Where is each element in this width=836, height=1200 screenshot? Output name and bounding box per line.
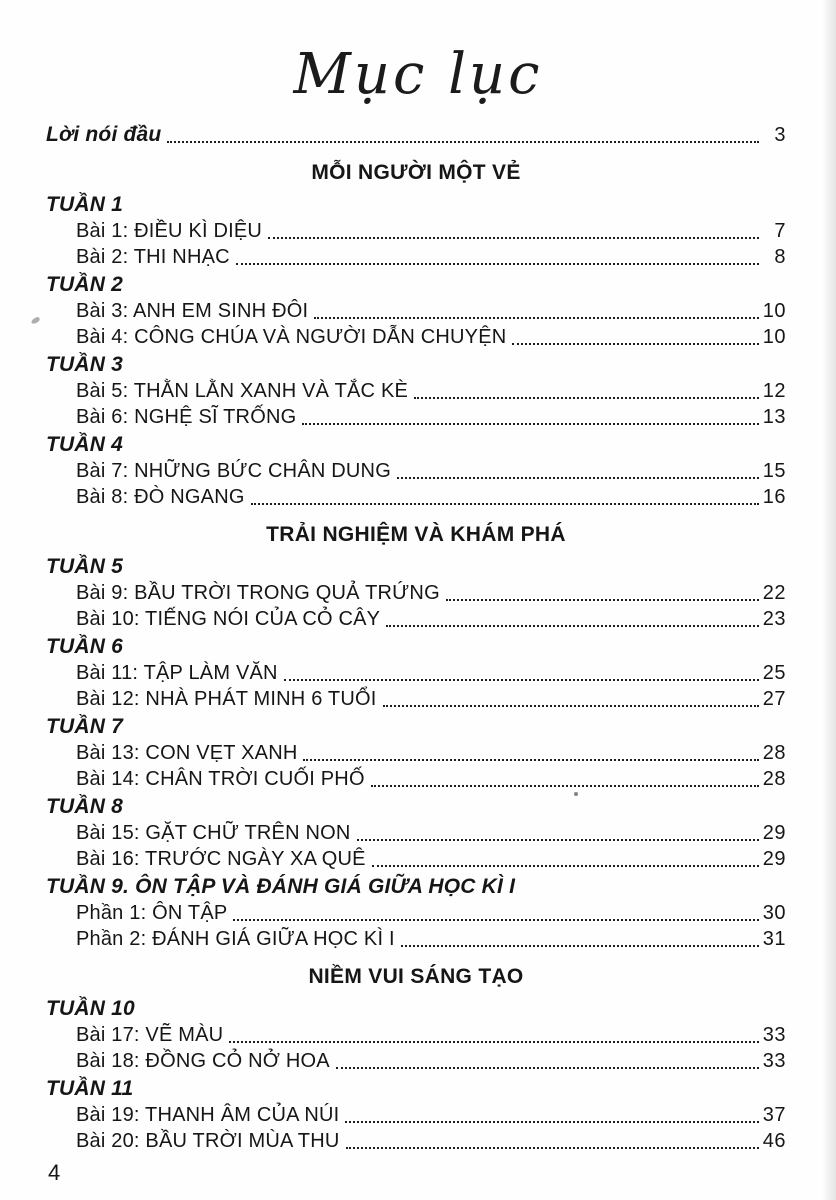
toc-entry-label: Bài 1: ĐIỀU KÌ DIỆU: [76, 220, 263, 242]
toc-entry: [46, 606, 786, 632]
section-header: TRẢI NGHIỆM VÀ KHÁM PHÁ: [266, 523, 566, 546]
toc-entry-label: Phần 1: ÔN TẬP: [76, 902, 228, 924]
dotted-leader: [401, 945, 759, 947]
toc-entry-label: Bài 4: CÔNG CHÚA VÀ NGƯỜI DẪN CHUYỆN: [76, 326, 507, 348]
dotted-leader: [251, 503, 759, 505]
toc-entry: [46, 740, 786, 766]
dotted-leader: [414, 397, 759, 399]
dotted-leader: [233, 919, 759, 921]
toc-entry-page-number: 8: [774, 246, 786, 268]
dotted-leader: [357, 839, 759, 841]
toc-entry: [46, 766, 786, 792]
dotted-leader: [302, 423, 759, 425]
dotted-leader: [383, 705, 760, 707]
toc-list: [46, 122, 786, 1154]
toc-entry-page-number: 33: [762, 1024, 786, 1046]
week-header: TUẦN 7: [46, 715, 124, 738]
footer-page-number: 4: [48, 1160, 61, 1185]
page-title: Mục lục: [293, 42, 543, 107]
toc-entry-page-number: 29: [762, 848, 786, 870]
toc-entry-label: Bài 14: CHÂN TRỜI CUỐI PHỐ: [76, 768, 365, 790]
toc-entry-label: Bài 15: GẶT CHỮ TRÊN NON: [76, 822, 351, 844]
toc-entry-page-number: 7: [774, 220, 786, 242]
dotted-leader: [229, 1041, 759, 1043]
toc-entry: [46, 926, 786, 952]
toc-entry: [46, 324, 786, 350]
toc-entry-page-number: 22: [762, 582, 786, 604]
dotted-leader: [236, 263, 759, 265]
toc-entry-page-number: 3: [774, 124, 786, 146]
dotted-leader: [397, 477, 759, 479]
toc-entry-label: Bài 16: TRƯỚC NGÀY XA QUÊ: [76, 848, 366, 870]
toc-entry-page-number: 28: [762, 768, 786, 790]
toc-entry-page-number: 33: [762, 1050, 786, 1072]
toc-entry-label: Bài 13: CON VẸT XANH: [76, 742, 298, 764]
toc-entry-page-number: 29: [762, 822, 786, 844]
toc-entry: [46, 686, 786, 712]
toc-entry-label: Bài 17: VẼ MÀU: [76, 1024, 224, 1046]
toc-entry-label: Bài 8: ĐÒ NGANG: [76, 486, 245, 508]
toc-entry-page-number: 13: [762, 406, 786, 428]
toc-entry-page-number: 30: [762, 902, 786, 924]
section-header: NIỀM VUI SÁNG TẠO: [308, 965, 524, 988]
dotted-leader: [336, 1067, 759, 1069]
toc-entry-page-number: 23: [762, 608, 786, 630]
dotted-leader: [167, 141, 759, 143]
toc-entry-label: Bài 5: THẰN LẰN XANH VÀ TẮC KÈ: [76, 380, 409, 402]
toc-entry: [46, 404, 786, 430]
toc-entry-label: Bài 20: BẦU TRỜI MÙA THU: [76, 1130, 340, 1152]
toc-entry-label: Bài 11: TẬP LÀM VĂN: [76, 662, 278, 684]
toc-entry: [46, 298, 786, 324]
week-header: TUẦN 9. ÔN TẬP VÀ ĐÁNH GIÁ GIỮA HỌC KÌ I: [46, 875, 516, 898]
toc-entry: [46, 580, 786, 606]
toc-entry-page-number: 16: [762, 486, 786, 508]
toc-entry: [46, 244, 786, 270]
week-header: TUẦN 11: [46, 1077, 134, 1100]
toc-entry: [46, 218, 786, 244]
toc-entry-page-number: 31: [762, 928, 786, 950]
toc-entry-page-number: 12: [762, 380, 786, 402]
dotted-leader: [268, 237, 759, 239]
toc-entry-page-number: 46: [762, 1130, 786, 1152]
toc-entry-page-number: 25: [762, 662, 786, 684]
toc-entry: [46, 458, 786, 484]
dotted-leader: [512, 343, 759, 345]
dotted-leader: [371, 785, 759, 787]
toc-entry: [46, 1048, 786, 1074]
week-header: TUẦN 2: [46, 273, 124, 296]
toc-entry-page-number: 15: [762, 460, 786, 482]
toc-entry-label: Bài 3: ANH EM SINH ĐÔI: [76, 300, 309, 322]
toc-entry-frontmatter: [46, 122, 786, 148]
dotted-leader: [386, 625, 759, 627]
toc-entry: [46, 900, 786, 926]
toc-entry-page-number: 28: [762, 742, 786, 764]
toc-entry-label: Bài 12: NHÀ PHÁT MINH 6 TUỔI: [76, 688, 377, 710]
toc-entry-label: Bài 19: THANH ÂM CỦA NÚI: [76, 1104, 340, 1126]
dotted-leader: [314, 317, 759, 319]
dotted-leader: [345, 1121, 759, 1123]
toc-entry: [46, 1022, 786, 1048]
dotted-leader: [372, 865, 759, 867]
toc-entry-label: Bài 10: TIẾNG NÓI CỦA CỎ CÂY: [76, 608, 381, 630]
dotted-leader: [284, 679, 759, 681]
scan-artifact-mark: [30, 316, 40, 325]
toc-entry-label: Bài 18: ĐỒNG CỎ NỞ HOA: [76, 1050, 330, 1072]
toc-entry: [46, 378, 786, 404]
scan-artifact-dot: [574, 792, 578, 796]
dotted-leader: [446, 599, 759, 601]
toc-entry-page-number: 27: [762, 688, 786, 710]
week-header: TUẦN 10: [46, 997, 135, 1020]
week-header: TUẦN 6: [46, 635, 124, 658]
week-header: TUẦN 3: [46, 353, 124, 376]
dotted-leader: [303, 759, 759, 761]
toc-entry-label: Lời nói đầu: [46, 123, 162, 146]
toc-entry-label: Bài 7: NHỮNG BỨC CHÂN DUNG: [76, 460, 391, 482]
toc-entry: [46, 660, 786, 686]
week-header: TUẦN 8: [46, 795, 124, 818]
dotted-leader: [346, 1147, 759, 1149]
week-header: TUẦN 5: [46, 555, 124, 578]
toc-entry: [46, 484, 786, 510]
scan-edge-shadow: [822, 0, 836, 1200]
toc-entry-label: Phần 2: ĐÁNH GIÁ GIỮA HỌC KÌ I: [76, 928, 395, 950]
toc-entry-label: Bài 2: THI NHẠC: [76, 246, 230, 268]
toc-entry: [46, 846, 786, 872]
toc-entry-page-number: 37: [762, 1104, 786, 1126]
toc-entry-page-number: 10: [762, 326, 786, 348]
toc-entry-page-number: 10: [762, 300, 786, 322]
toc-entry-label: Bài 9: BẦU TRỜI TRONG QUẢ TRỨNG: [76, 582, 440, 604]
toc-entry: [46, 820, 786, 846]
week-header: TUẦN 4: [46, 433, 124, 456]
toc-entry: [46, 1102, 786, 1128]
section-header: MỖI NGƯỜI MỘT VẺ: [311, 161, 521, 184]
toc-entry-label: Bài 6: NGHỆ SĨ TRỐNG: [76, 406, 297, 428]
toc-entry: [46, 1128, 786, 1154]
week-header: TUẦN 1: [46, 193, 124, 216]
